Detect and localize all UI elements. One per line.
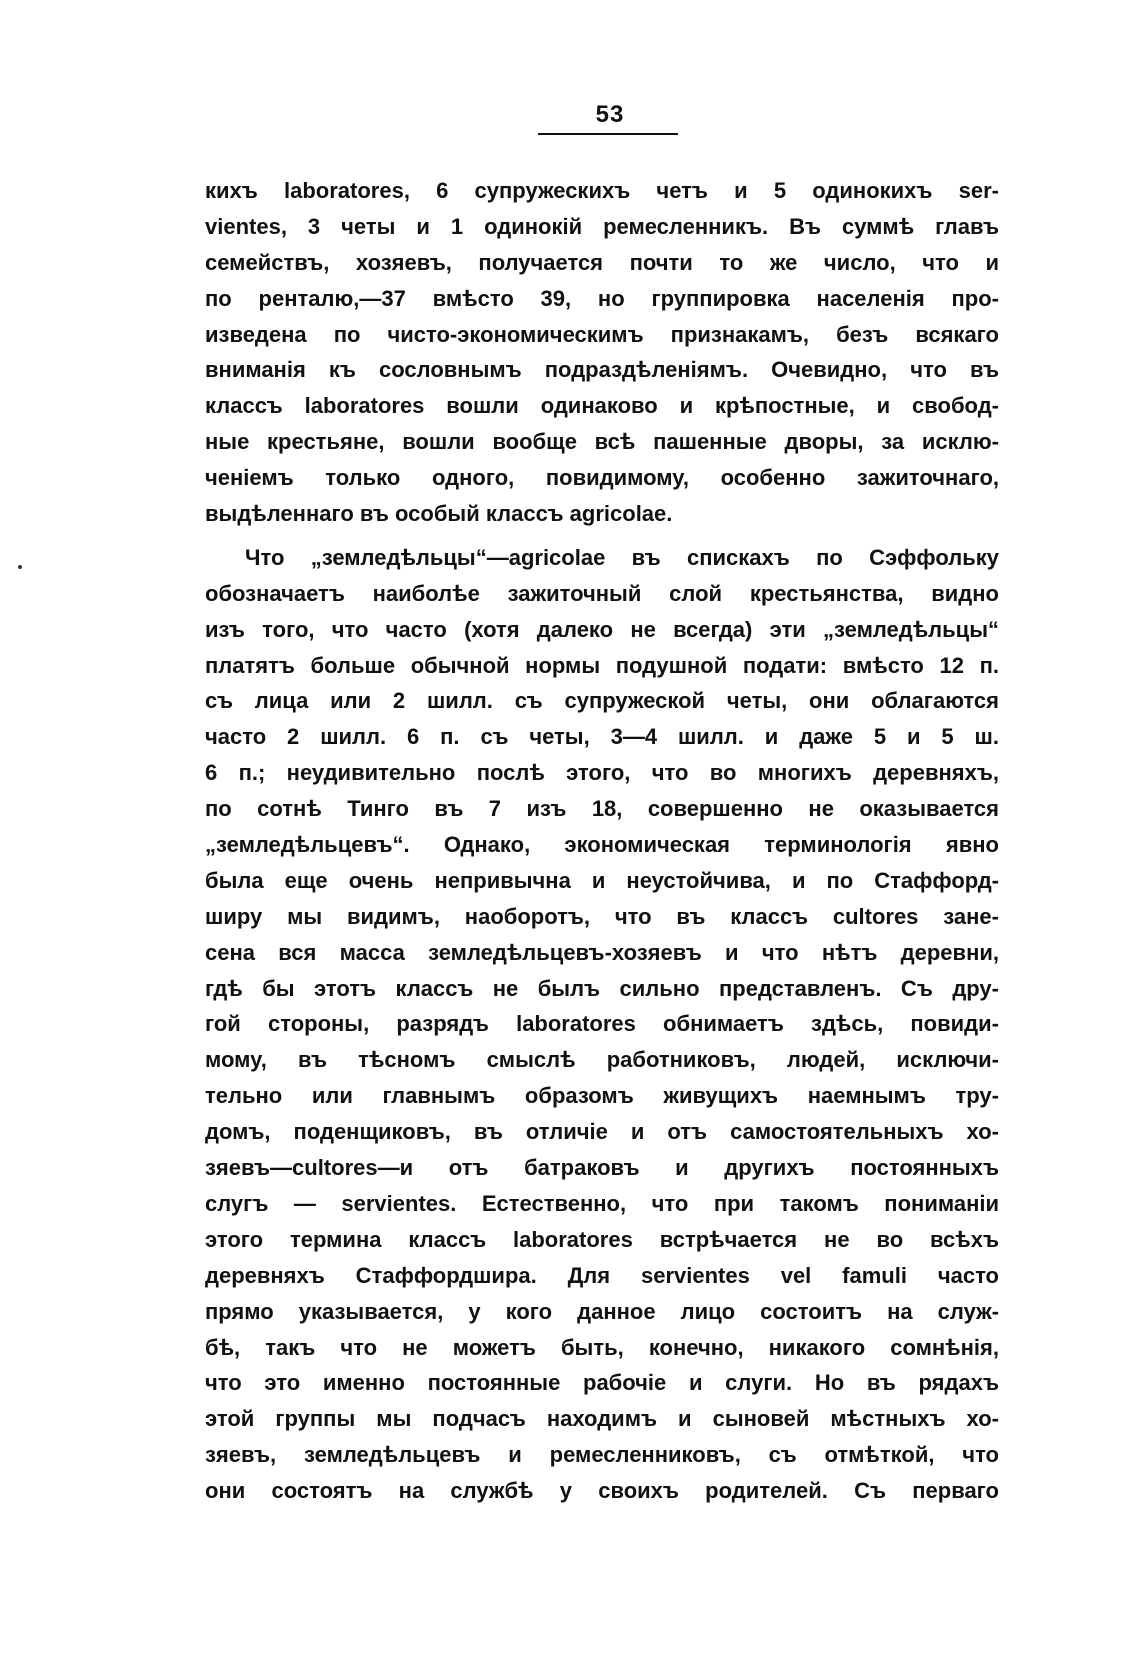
text-line: мому, въ тѣсномъ смыслѣ работниковъ, людей, исключи- [205, 1047, 999, 1073]
text-line: vientes, 3 четы и 1 одинокій ремесленникъ. Въ суммѣ главъ [205, 213, 999, 239]
text-line: сена вся масса земледѣльцевъ-хозяевъ и что нѣтъ деревни, [205, 939, 999, 965]
text-line: изъ того, что часто (хотя далеко не всегда) эти „земледѣльцы“ [205, 616, 999, 642]
paragraph-2 [205, 540, 999, 1509]
text-line: домъ, поденщиковъ, въ отличіе и отъ самостоятельныхъ хо- [205, 1119, 999, 1145]
text-line: что это именно постоянные рабочіе и слуги. Но въ рядахъ [205, 1370, 999, 1396]
body-text [205, 173, 999, 1509]
text-line: деревняхъ Стаффордшира. Для servientes vel famuli часто [205, 1262, 999, 1288]
paragraph-gap [205, 532, 999, 540]
text-line: обозначаетъ наиболѣе зажиточный слой крестьянства, видно [205, 580, 999, 606]
text-line: гдѣ бы этотъ классъ не былъ сильно представленъ. Съ дру- [205, 975, 999, 1001]
text-line: „земледѣльцевъ“. Однако, экономическая терминологія явно [205, 832, 999, 858]
text-line: гой стороны, разрядъ laboratores обнимаетъ здѣсь, повиди- [205, 1011, 999, 1037]
text-line: кихъ laboratores, 6 супружескихъ четъ и 5 одинокихъ ser- [205, 178, 999, 203]
text-line: вниманія къ сословнымъ подраздѣленіямъ. Очевидно, что въ [205, 357, 999, 383]
text-line: была еще очень непривычна и неустойчива, и по Стаффорд- [205, 867, 999, 893]
text-line: тельно или главнымъ образомъ живущихъ наемнымъ тру- [205, 1083, 999, 1109]
text-line: этого термина классъ laboratores встрѣчается не во всѣхъ [205, 1226, 999, 1252]
text-line: слугъ — servientes. Естественно, что при такомъ пониманіи [205, 1190, 999, 1216]
text-line: по сотнѣ Тинго въ 7 изъ 18, совершенно не оказывается [205, 796, 999, 822]
paragraph-1 [205, 173, 999, 532]
text-line: ширу мы видимъ, наоборотъ, что въ классъ cultores зане- [205, 903, 999, 929]
text-line: семействъ, хозяевъ, получается почти то же число, что и [205, 249, 999, 275]
text-line: бѣ, такъ что не можетъ быть, конечно, никакого сомнѣнія, [205, 1334, 999, 1360]
text-line: ченіемъ только одного, повидимому, особенно зажиточнаго, [205, 465, 999, 491]
text-line: платятъ больше обычной нормы подушной подати: вмѣсто 12 п. [205, 652, 999, 678]
scan-speck [18, 565, 22, 569]
text-line: ные крестьяне, вошли вообще всѣ пашенные дворы, за исклю- [205, 429, 999, 455]
text-line: зяевъ, земледѣльцевъ и ремесленниковъ, съ отмѣткой, что [205, 1442, 999, 1468]
text-line: прямо указывается, у кого данное лицо состоитъ на служ- [205, 1298, 999, 1324]
page-number: 53 [595, 101, 625, 128]
text-line: изведена по чисто-экономическимъ признакамъ, безъ всякаго [205, 321, 999, 347]
text-line: съ лица или 2 шилл. съ супружеской четы, они облагаются [205, 688, 999, 714]
text-line: классъ laboratores вошли одинаково и крѣпостные, и свобод- [205, 393, 999, 419]
text-line: Что „земледѣльцы“—agricolae въ спискахъ по Сэффольку [245, 544, 999, 570]
text-line: выдѣленнаго въ особый классъ agricolae. [205, 501, 673, 527]
text-line: этой группы мы подчасъ находимъ и сыновей мѣстныхъ хо- [205, 1406, 999, 1432]
text-line: зяевъ—cultores—и отъ батраковъ и другихъ постоянныхъ [205, 1155, 999, 1181]
text-line: по ренталю,—37 вмѣсто 39, но группировка населенія про- [205, 285, 999, 311]
text-line: 6 п.; неудивительно послѣ этого, что во многихъ деревняхъ, [205, 760, 999, 786]
text-line: они состоятъ на службѣ у своихъ родителей. Съ перваго [205, 1478, 999, 1504]
text-line: часто 2 шилл. 6 п. съ четы, 3—4 шилл. и даже 5 и 5 ш. [205, 724, 999, 750]
page-number-rule [538, 133, 678, 135]
